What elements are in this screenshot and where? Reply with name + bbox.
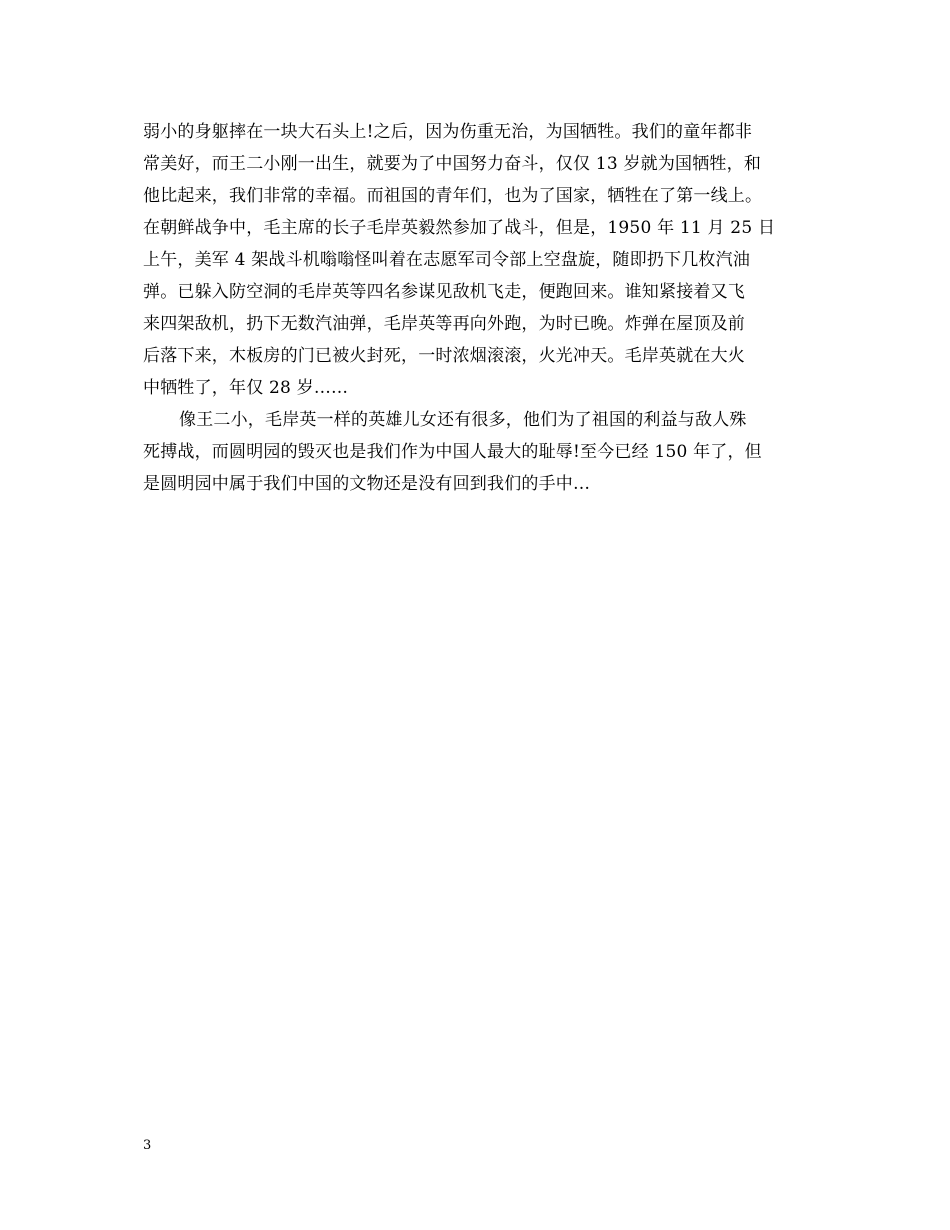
- paragraph-2: [143, 404, 823, 500]
- text-line: 来四架敌机，扔下无数汽油弹，毛岸英等再向外跑，为时已晚。炸弹在屋顶及前: [143, 314, 745, 334]
- text-line: 常美好，而王二小刚一出生，就要为了中国努力奋斗，仅仅 13 岁就为国牺牲，和: [143, 154, 762, 174]
- text-line: 上午，美军 4 架战斗机嗡嗡怪叫着在志愿军司令部上空盘旋，随即扔下几枚汽油: [143, 250, 751, 270]
- page-number: 3: [143, 1138, 152, 1153]
- text-line: 像王二小，毛岸英一样的英雄儿女还有很多，他们为了祖国的利益与敌人殊: [179, 410, 747, 430]
- text-line: 死搏战，而圆明园的毁灭也是我们作为中国人最大的耻辱!至今已经 150 年了，但: [143, 442, 762, 462]
- text-line: 在朝鲜战争中，毛主席的长子毛岸英毅然参加了战斗，但是，1950 年 11 月 25 日: [143, 218, 776, 238]
- text-line: 弱小的身躯摔在一块大石头上!之后，因为伤重无治，为国牺牲。我们的童年都非: [143, 122, 753, 142]
- text-line: 是圆明园中属于我们中国的文物还是没有回到我们的手中…: [143, 474, 591, 494]
- text-line: 中牺牲了，年仅 28 岁……: [143, 378, 349, 398]
- text-line: 弹。已躲入防空洞的毛岸英等四名参谋见敌机飞走，便跑回来。谁知紧接着又飞: [143, 282, 745, 302]
- text-line: 他比起来，我们非常的幸福。而祖国的青年们，也为了国家，牺牲在了第一线上。: [143, 186, 763, 206]
- paragraph-1: [143, 116, 823, 404]
- body-text: [143, 116, 823, 500]
- text-line: 后落下来，木板房的门已被火封死，一时浓烟滚滚，火光冲天。毛岸英就在大火: [143, 346, 745, 366]
